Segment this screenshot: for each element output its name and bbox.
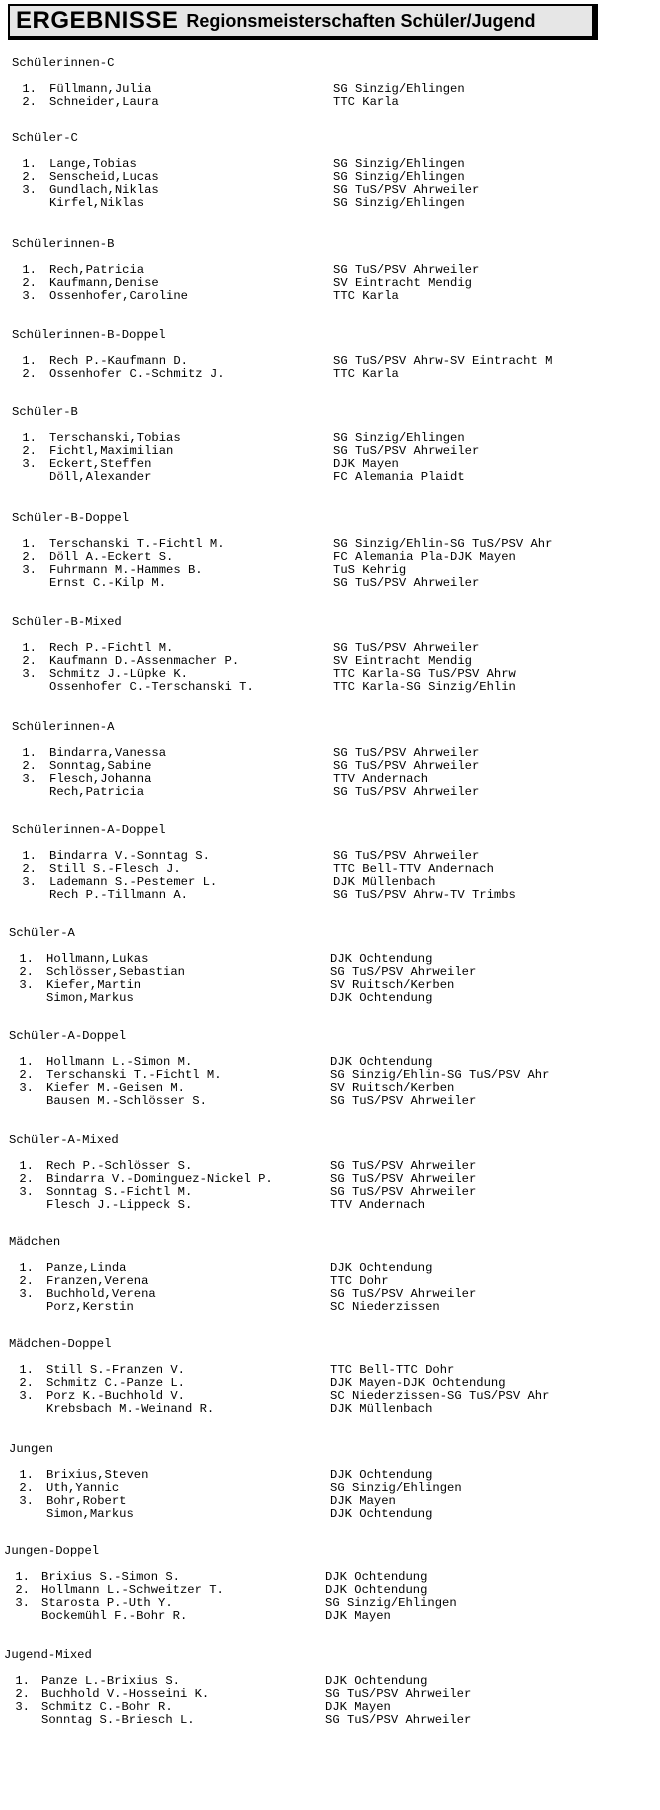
section-title: Schüler-A-Mixed bbox=[9, 1133, 119, 1147]
placement: 2. bbox=[19, 1481, 34, 1495]
placement: 1. bbox=[22, 82, 37, 96]
player-name: Schmitz C.-Panze L. bbox=[46, 1376, 185, 1390]
player-name: Rech P.-Tillmann A. bbox=[49, 888, 188, 902]
placement: 2. bbox=[19, 965, 34, 979]
club-name: DJK Müllenbach bbox=[333, 875, 436, 889]
placement: 2. bbox=[22, 170, 37, 184]
club-name: DJK Ochtendung bbox=[330, 1468, 433, 1482]
result-row bbox=[0, 1609, 660, 1624]
club-name: SG TuS/PSV Ahrweiler bbox=[330, 965, 477, 979]
section-title: Schüler-C bbox=[12, 131, 78, 145]
player-name: Rech,Patricia bbox=[49, 263, 145, 277]
player-name: Flesch,Johanna bbox=[49, 772, 152, 786]
section-title: Schüler-A-Doppel bbox=[9, 1029, 127, 1043]
placement: 3. bbox=[15, 1596, 30, 1610]
club-name: DJK Ochtendung bbox=[325, 1674, 428, 1688]
placement: 2. bbox=[19, 1274, 34, 1288]
placement: 3. bbox=[19, 1494, 34, 1508]
club-name: DJK Ochtendung bbox=[330, 1261, 433, 1275]
page-title: ERGEBNISSE bbox=[16, 7, 179, 34]
header-banner bbox=[8, 4, 598, 40]
placement: 3. bbox=[22, 772, 37, 786]
placement: 2. bbox=[15, 1583, 30, 1597]
placement: 1. bbox=[22, 746, 37, 760]
placement: 2. bbox=[19, 1172, 34, 1186]
player-name: Hollmann L.-Simon M. bbox=[46, 1055, 193, 1069]
club-name: FC Alemania Plaidt bbox=[333, 470, 465, 484]
player-name: Simon,Markus bbox=[46, 991, 134, 1005]
club-name: TTC Bell-TTC Dohr bbox=[330, 1363, 455, 1377]
placement: 2. bbox=[22, 862, 37, 876]
player-name: Gundlach,Niklas bbox=[49, 183, 159, 197]
player-name: Schlösser,Sebastian bbox=[46, 965, 185, 979]
player-name: Hollmann L.-Schweitzer T. bbox=[41, 1583, 224, 1597]
player-name: Bohr,Robert bbox=[46, 1494, 127, 1508]
club-name: SG TuS/PSV Ahrweiler bbox=[333, 641, 480, 655]
player-name: Panze L.-Brixius S. bbox=[41, 1674, 180, 1688]
club-name: DJK Ochtendung bbox=[330, 1507, 433, 1521]
placement: 1. bbox=[22, 849, 37, 863]
player-name: Bausen M.-Schlösser S. bbox=[46, 1094, 207, 1108]
club-name: TTC Bell-TTV Andernach bbox=[333, 862, 494, 876]
club-name: SG TuS/PSV Ahrweiler bbox=[333, 785, 480, 799]
club-name: SG TuS/PSV Ahrweiler bbox=[333, 759, 480, 773]
club-name: SG TuS/PSV Ahrweiler bbox=[325, 1687, 472, 1701]
placement: 3. bbox=[22, 563, 37, 577]
club-name: TTV Andernach bbox=[330, 1198, 426, 1212]
club-name: DJK Ochtendung bbox=[330, 952, 433, 966]
placement: 1. bbox=[22, 354, 37, 368]
club-name: SG TuS/PSV Ahrweiler bbox=[330, 1172, 477, 1186]
player-name: Kaufmann D.-Assenmacher P. bbox=[49, 654, 240, 668]
result-row bbox=[0, 1713, 660, 1728]
club-name: SG Sinzig/Ehlingen bbox=[330, 1481, 462, 1495]
club-name: DJK Mayen bbox=[330, 1494, 396, 1508]
player-name: Ernst C.-Kilp M. bbox=[49, 576, 167, 590]
placement: 1. bbox=[22, 263, 37, 277]
placement: 1. bbox=[22, 157, 37, 171]
player-name: Uth,Yannic bbox=[46, 1481, 120, 1495]
result-row bbox=[0, 680, 660, 695]
placement: 1. bbox=[19, 1468, 34, 1482]
club-name: SG TuS/PSV Ahrweiler bbox=[333, 576, 480, 590]
player-name: Kirfel,Niklas bbox=[49, 196, 145, 210]
club-name: TTC Dohr bbox=[330, 1274, 389, 1288]
placement: 1. bbox=[22, 431, 37, 445]
placement: 2. bbox=[22, 367, 37, 381]
player-name: Buchhold V.-Hosseini K. bbox=[41, 1687, 210, 1701]
player-name: Fuhrmann M.-Hammes B. bbox=[49, 563, 203, 577]
placement: 1. bbox=[15, 1674, 30, 1688]
placement: 1. bbox=[22, 537, 37, 551]
club-name: TTC Karla-SG Sinzig/Ehlin bbox=[333, 680, 516, 694]
club-name: DJK Mayen bbox=[333, 457, 399, 471]
player-name: Fichtl,Maximilian bbox=[49, 444, 174, 458]
placement: 2. bbox=[19, 1376, 34, 1390]
placement: 2. bbox=[15, 1687, 30, 1701]
player-name: Schneider,Laura bbox=[49, 95, 159, 109]
club-name: TTC Karla-SG TuS/PSV Ahrw bbox=[333, 667, 516, 681]
club-name: SV Eintracht Mendig bbox=[333, 276, 472, 290]
club-name: SG TuS/PSV Ahrweiler bbox=[330, 1287, 477, 1301]
player-name: Flesch J.-Lippeck S. bbox=[46, 1198, 193, 1212]
player-name: Kiefer M.-Geisen M. bbox=[46, 1081, 185, 1095]
player-name: Starosta P.-Uth Y. bbox=[41, 1596, 173, 1610]
club-name: SG TuS/PSV Ahrweiler bbox=[330, 1185, 477, 1199]
player-name: Bindarra V.-Sonntag S. bbox=[49, 849, 210, 863]
player-name: Schmitz J.-Lüpke K. bbox=[49, 667, 188, 681]
club-name: DJK Müllenbach bbox=[330, 1402, 433, 1416]
placement: 1. bbox=[19, 1159, 34, 1173]
placement: 2. bbox=[22, 654, 37, 668]
player-name: Porz K.-Buchhold V. bbox=[46, 1389, 185, 1403]
placement: 1. bbox=[19, 1363, 34, 1377]
club-name: DJK Mayen-DJK Ochtendung bbox=[330, 1376, 506, 1390]
player-name: Ossenhofer,Caroline bbox=[49, 289, 188, 303]
player-name: Still S.-Flesch J. bbox=[49, 862, 181, 876]
player-name: Füllmann,Julia bbox=[49, 82, 152, 96]
club-name: SG Sinzig/Ehlingen bbox=[325, 1596, 457, 1610]
player-name: Brixius S.-Simon S. bbox=[41, 1570, 180, 1584]
club-name: TTC Karla bbox=[333, 289, 399, 303]
section-title: Schüler-B bbox=[12, 405, 78, 419]
player-name: Schmitz C.-Bohr R. bbox=[41, 1700, 173, 1714]
player-name: Porz,Kerstin bbox=[46, 1300, 134, 1314]
club-name: FC Alemania Pla-DJK Mayen bbox=[333, 550, 516, 564]
section-title: Schülerinnen-B-Doppel bbox=[12, 328, 166, 342]
club-name: SG TuS/PSV Ahrweiler bbox=[333, 746, 480, 760]
result-row bbox=[0, 1402, 660, 1417]
player-name: Terschanski,Tobias bbox=[49, 431, 181, 445]
club-name: DJK Ochtendung bbox=[325, 1570, 428, 1584]
player-name: Bockemühl F.-Bohr R. bbox=[41, 1609, 188, 1623]
player-name: Hollmann,Lukas bbox=[46, 952, 149, 966]
section-title: Schülerinnen-B bbox=[12, 237, 115, 251]
section-title: Schüler-A bbox=[9, 926, 75, 940]
player-name: Lademann S.-Pestemer L. bbox=[49, 875, 218, 889]
section-title: Jugend-Mixed bbox=[4, 1648, 92, 1662]
placement: 3. bbox=[19, 1389, 34, 1403]
club-name: SV Ruitsch/Kerben bbox=[330, 1081, 455, 1095]
placement: 3. bbox=[19, 1287, 34, 1301]
result-row bbox=[0, 1198, 660, 1213]
club-name: SC Niederzissen bbox=[330, 1300, 440, 1314]
result-row bbox=[0, 888, 660, 903]
club-name: SG Sinzig/Ehlingen bbox=[333, 196, 465, 210]
player-name: Buchhold,Verena bbox=[46, 1287, 156, 1301]
player-name: Sonntag S.-Fichtl M. bbox=[46, 1185, 193, 1199]
placement: 1. bbox=[19, 952, 34, 966]
club-name: DJK Ochtendung bbox=[325, 1583, 428, 1597]
section-title: Mädchen-Doppel bbox=[9, 1337, 112, 1351]
section-title: Schüler-B-Mixed bbox=[12, 615, 122, 629]
placement: 2. bbox=[22, 444, 37, 458]
placement: 3. bbox=[19, 978, 34, 992]
player-name: Still S.-Franzen V. bbox=[46, 1363, 185, 1377]
club-name: SG Sinzig/Ehlingen bbox=[333, 431, 465, 445]
section-title: Jungen-Doppel bbox=[4, 1544, 100, 1558]
placement: 3. bbox=[22, 875, 37, 889]
club-name: DJK Ochtendung bbox=[330, 1055, 433, 1069]
player-name: Rech,Patricia bbox=[49, 785, 145, 799]
placement: 1. bbox=[15, 1570, 30, 1584]
player-name: Krebsbach M.-Weinand R. bbox=[46, 1402, 215, 1416]
player-name: Rech P.-Kaufmann D. bbox=[49, 354, 188, 368]
placement: 2. bbox=[22, 95, 37, 109]
placement: 2. bbox=[22, 276, 37, 290]
club-name: TuS Kehrig bbox=[333, 563, 407, 577]
result-row bbox=[0, 576, 660, 591]
placement: 3. bbox=[22, 457, 37, 471]
club-name: SG Sinzig/Ehlin-SG TuS/PSV Ahr bbox=[330, 1068, 550, 1082]
club-name: SG TuS/PSV Ahrweiler bbox=[325, 1713, 472, 1727]
player-name: Franzen,Verena bbox=[46, 1274, 149, 1288]
result-row bbox=[0, 289, 660, 304]
player-name: Senscheid,Lucas bbox=[49, 170, 159, 184]
player-name: Sonntag S.-Briesch L. bbox=[41, 1713, 195, 1727]
player-name: Simon,Markus bbox=[46, 1507, 134, 1521]
player-name: Döll,Alexander bbox=[49, 470, 152, 484]
result-row bbox=[0, 785, 660, 800]
player-name: Bindarra V.-Dominguez-Nickel P. bbox=[46, 1172, 273, 1186]
player-name: Rech P.-Schlösser S. bbox=[46, 1159, 193, 1173]
placement: 3. bbox=[19, 1081, 34, 1095]
player-name: Brixius,Steven bbox=[46, 1468, 149, 1482]
club-name: SG TuS/PSV Ahrw-TV Trimbs bbox=[333, 888, 516, 902]
club-name: SG TuS/PSV Ahrweiler bbox=[330, 1094, 477, 1108]
placement: 3. bbox=[22, 667, 37, 681]
section-title: Schülerinnen-A-Doppel bbox=[12, 823, 166, 837]
section-title: Schüler-B-Doppel bbox=[12, 511, 130, 525]
player-name: Terschanski T.-Fichtl M. bbox=[46, 1068, 222, 1082]
result-row bbox=[0, 95, 660, 110]
placement: 3. bbox=[19, 1185, 34, 1199]
club-name: SG Sinzig/Ehlingen bbox=[333, 157, 465, 171]
player-name: Eckert,Steffen bbox=[49, 457, 152, 471]
placement: 2. bbox=[22, 550, 37, 564]
player-name: Panze,Linda bbox=[46, 1261, 127, 1275]
placement: 2. bbox=[22, 759, 37, 773]
result-row bbox=[0, 1300, 660, 1315]
player-name: Kiefer,Martin bbox=[46, 978, 142, 992]
club-name: SG TuS/PSV Ahrweiler bbox=[333, 444, 480, 458]
section-title: Schülerinnen-C bbox=[12, 56, 115, 70]
header-box bbox=[8, 4, 594, 38]
result-row bbox=[0, 1094, 660, 1109]
player-name: Bindarra,Vanessa bbox=[49, 746, 167, 760]
result-row bbox=[0, 991, 660, 1006]
club-name: SV Ruitsch/Kerben bbox=[330, 978, 455, 992]
club-name: SG Sinzig/Ehlingen bbox=[333, 82, 465, 96]
club-name: SG Sinzig/Ehlingen bbox=[333, 170, 465, 184]
club-name: DJK Mayen bbox=[325, 1609, 391, 1623]
club-name: SG TuS/PSV Ahrweiler bbox=[333, 263, 480, 277]
club-name: SG TuS/PSV Ahrweiler bbox=[333, 849, 480, 863]
club-name: TTC Karla bbox=[333, 95, 399, 109]
placement: 2. bbox=[19, 1068, 34, 1082]
club-name: SV Eintracht Mendig bbox=[333, 654, 472, 668]
club-name: SG Sinzig/Ehlin-SG TuS/PSV Ahr bbox=[333, 537, 553, 551]
club-name: SC Niederzissen-SG TuS/PSV Ahr bbox=[330, 1389, 550, 1403]
result-row bbox=[0, 470, 660, 485]
placement: 3. bbox=[22, 183, 37, 197]
club-name: SG TuS/PSV Ahrweiler bbox=[333, 183, 480, 197]
club-name: DJK Mayen bbox=[325, 1700, 391, 1714]
section-title: Jungen bbox=[9, 1442, 53, 1456]
player-name: Ossenhofer C.-Schmitz J. bbox=[49, 367, 225, 381]
section-title: Mädchen bbox=[9, 1235, 61, 1249]
page-subtitle: Regionsmeisterschaften Schüler/Jugend bbox=[186, 10, 536, 31]
placement: 1. bbox=[19, 1261, 34, 1275]
player-name: Ossenhofer C.-Terschanski T. bbox=[49, 680, 254, 694]
club-name: DJK Ochtendung bbox=[330, 991, 433, 1005]
placement: 1. bbox=[22, 641, 37, 655]
placement: 3. bbox=[22, 289, 37, 303]
club-name: SG TuS/PSV Ahrweiler bbox=[330, 1159, 477, 1173]
player-name: Rech P.-Fichtl M. bbox=[49, 641, 174, 655]
player-name: Lange,Tobias bbox=[49, 157, 137, 171]
player-name: Sonntag,Sabine bbox=[49, 759, 152, 773]
club-name: TTC Karla bbox=[333, 367, 399, 381]
club-name: SG TuS/PSV Ahrw-SV Eintracht M bbox=[333, 354, 553, 368]
placement: 3. bbox=[15, 1700, 30, 1714]
club-name: TTV Andernach bbox=[333, 772, 429, 786]
player-name: Döll A.-Eckert S. bbox=[49, 550, 174, 564]
placement: 1. bbox=[19, 1055, 34, 1069]
section-title: Schülerinnen-A bbox=[12, 720, 115, 734]
result-row bbox=[0, 196, 660, 211]
player-name: Terschanski T.-Fichtl M. bbox=[49, 537, 225, 551]
player-name: Kaufmann,Denise bbox=[49, 276, 159, 290]
result-row bbox=[0, 1507, 660, 1522]
result-row bbox=[0, 367, 660, 382]
